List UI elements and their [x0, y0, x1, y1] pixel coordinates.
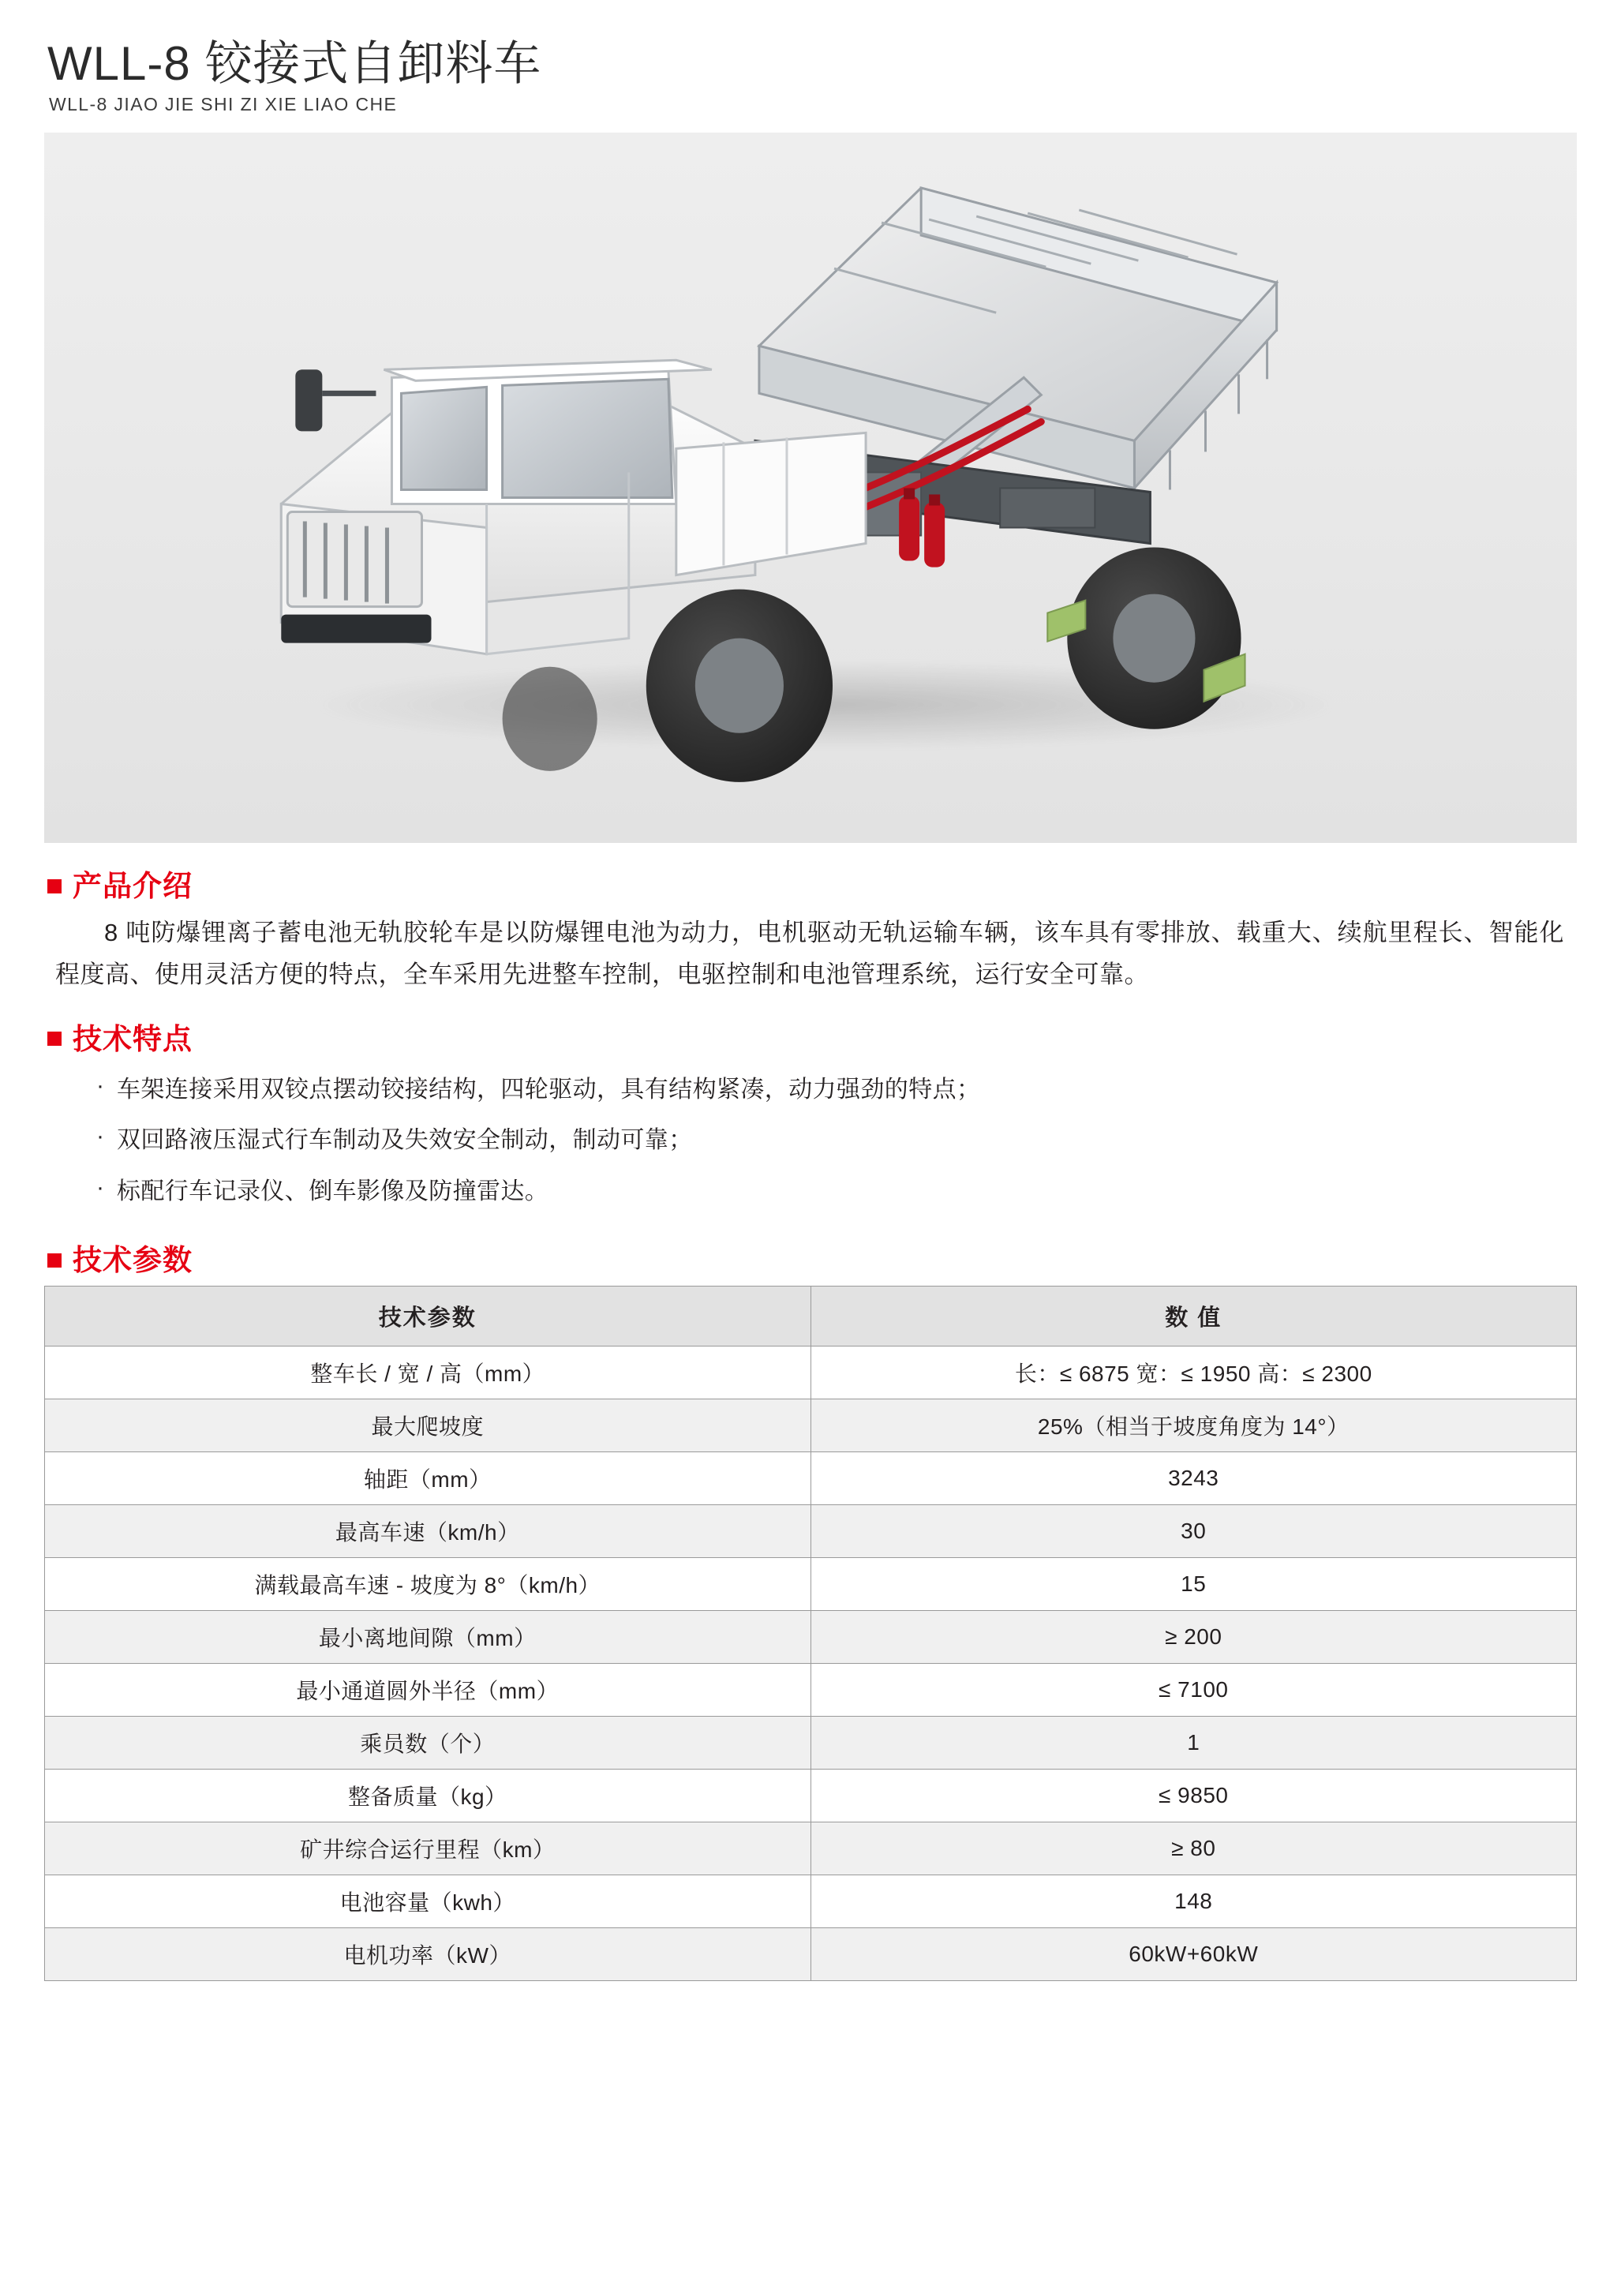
- spec-name: 电机功率（kW）: [45, 1928, 811, 1981]
- truck-illustration: [44, 133, 1577, 843]
- power-pack-box: [676, 433, 866, 575]
- intro-paragraph: 8 吨防爆锂离子蓄电池无轨胶轮车是以防爆锂电池为动力，电机驱动无轨运输车辆，该车具有零排放、载重大、续航里程长、智能化程度高、使用灵活方便的特点，全车采用先进整车控制，电驱控制和电池管理系统，运行安全可靠。: [55, 919, 1564, 989]
- column-header-parameter: 技术参数: [45, 1287, 811, 1347]
- table-row: [45, 1664, 1577, 1717]
- square-bullet-icon: [47, 879, 62, 893]
- spec-value: 30: [810, 1505, 1577, 1558]
- spec-name: 满载最高车速 - 坡度为 8°（km/h）: [45, 1558, 811, 1611]
- section-title-features: 技术特点: [73, 1022, 193, 1055]
- list-item: · 双回路液压湿式行车制动及失效安全制动，制动可靠；: [44, 1115, 1577, 1167]
- page-title: WLL-8 铰接式自卸料车: [47, 37, 542, 90]
- spec-name: 最小离地间隙（mm）: [45, 1611, 811, 1664]
- spec-value: ≤ 7100: [810, 1664, 1577, 1717]
- section-title-intro: 产品介绍: [73, 870, 193, 902]
- spec-value: 15: [810, 1558, 1577, 1611]
- spec-name: 矿井综合运行里程（km）: [45, 1822, 811, 1875]
- table-header-row: [45, 1287, 1577, 1347]
- section-title-specs: 技术参数: [73, 1244, 193, 1277]
- spec-name: 轴距（mm）: [45, 1452, 811, 1505]
- table-row: [45, 1611, 1577, 1664]
- page-subtitle: WLL-8 JIAO JIE SHI ZI XIE LIAO CHE: [49, 94, 398, 114]
- section-heading-features: [47, 1024, 1577, 1054]
- spec-value: 3243: [810, 1452, 1577, 1505]
- table-row: [45, 1717, 1577, 1770]
- table-row: [45, 1875, 1577, 1928]
- spec-value: 148: [810, 1875, 1577, 1928]
- spec-value: 60kW+60kW: [810, 1928, 1577, 1981]
- spec-name: 最大爬坡度: [45, 1399, 811, 1452]
- spec-name: 电池容量（kwh）: [45, 1875, 811, 1928]
- table-row: [45, 1452, 1577, 1505]
- table-row: [45, 1347, 1577, 1399]
- spec-value: ≤ 9850: [810, 1770, 1577, 1822]
- spec-value: ≥ 200: [810, 1611, 1577, 1664]
- spec-value: 长：≤ 6875 宽：≤ 1950 高：≤ 2300: [810, 1347, 1577, 1399]
- spec-name: 整车长 / 宽 / 高（mm）: [45, 1347, 811, 1399]
- feature-list: [44, 1065, 1577, 1218]
- square-bullet-icon: [47, 1032, 62, 1046]
- spec-value: 1: [810, 1717, 1577, 1770]
- table-row: [45, 1822, 1577, 1875]
- product-hero-image: [44, 133, 1577, 843]
- specifications-table: [44, 1286, 1577, 1981]
- square-bullet-icon: [47, 1253, 62, 1268]
- spec-value: 25%（相当于坡度角度为 14°）: [810, 1399, 1577, 1452]
- spec-name: 乘员数（个）: [45, 1717, 811, 1770]
- list-item: · 标配行车记录仪、倒车影像及防撞雷达。: [44, 1167, 1577, 1218]
- spec-name: 最高车速（km/h）: [45, 1505, 811, 1558]
- front-grille: [281, 511, 431, 642]
- column-header-value: 数 值: [810, 1287, 1577, 1347]
- section-heading-specs: [47, 1245, 1577, 1275]
- section-heading-intro: [47, 871, 1577, 901]
- table-row: [45, 1505, 1577, 1558]
- side-mirror: [295, 369, 376, 431]
- table-row: [45, 1399, 1577, 1452]
- spec-value: ≥ 80: [810, 1822, 1577, 1875]
- table-row: [45, 1770, 1577, 1822]
- list-item: · 车架连接采用双铰点摆动铰接结构，四轮驱动，具有结构紧凑，动力强劲的特点；: [44, 1065, 1577, 1116]
- spec-name: 最小通道圆外半径（mm）: [45, 1664, 811, 1717]
- table-row: [45, 1928, 1577, 1981]
- table-row: [45, 1558, 1577, 1611]
- spec-name: 整备质量（kg）: [45, 1770, 811, 1822]
